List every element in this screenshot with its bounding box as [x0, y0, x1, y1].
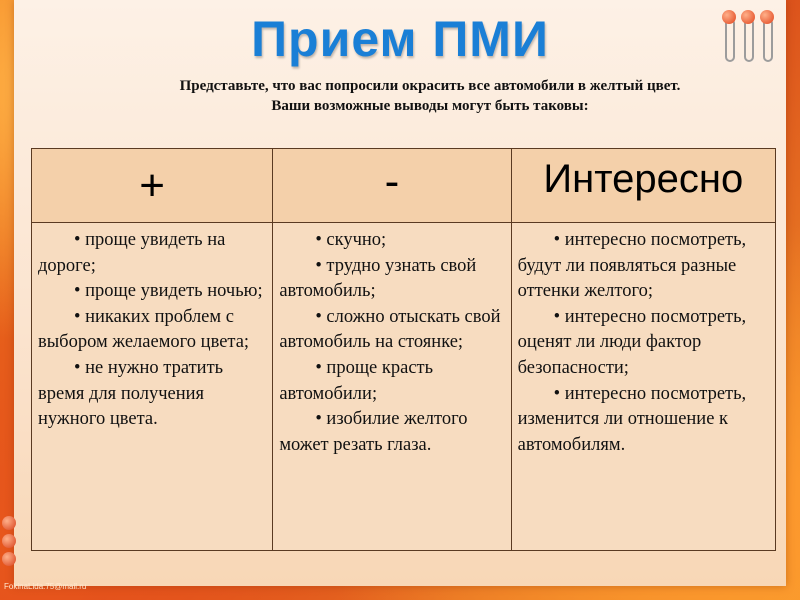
cell-interesting	[511, 223, 775, 551]
pmi-table	[31, 148, 776, 551]
table-header-row	[32, 149, 776, 223]
page-title: Прием ПМИ	[251, 11, 549, 67]
header-minus: -	[273, 149, 511, 223]
list-item: • проще красть автомобили;	[279, 357, 434, 404]
list-item: • интересно посмотреть, оценят ли люди фактор безопасности;	[517, 306, 747, 378]
header-interesting: Интересно	[511, 149, 775, 223]
pin-icon	[2, 516, 16, 530]
side-pins-decoration	[2, 516, 20, 576]
list-item: • не нужно тратить время для получения нужного цвета.	[38, 357, 224, 430]
list-item: • трудно узнать свой автомобиль;	[279, 255, 477, 302]
subtitle-line-2: Ваши возможные выводы могут быть таковы:	[271, 98, 589, 114]
pin-icon	[2, 534, 16, 548]
cell-plus	[32, 223, 273, 551]
cell-minus	[273, 223, 511, 551]
list-item: • интересно посмотреть, будут ли появляться разные оттенки желтого;	[517, 230, 747, 302]
header-plus: +	[32, 149, 273, 223]
table-row	[32, 223, 776, 551]
list-item: • сложно отыскать свой автомобиль на стоянке;	[279, 306, 501, 353]
list-item: • проще увидеть на дороге;	[38, 230, 226, 276]
list-item: • проще увидеть ночью;	[74, 281, 263, 302]
watermark: FokinaLida.75@mail.ru	[4, 582, 87, 591]
list-item: • никаких проблем с выбором желаемого цвета;	[38, 306, 250, 353]
list-item: • изобилие желтого может резать глаза.	[279, 409, 468, 455]
page-subtitle	[120, 76, 740, 116]
pin-icon	[2, 552, 16, 566]
list-item: • скучно;	[315, 230, 387, 250]
subtitle-line-1: Представьте, что вас попросили окрасить все автомобили в желтый цвет.	[179, 78, 681, 94]
list-item: • интересно посмотреть, изменится ли отношение к автомобилям.	[517, 383, 747, 455]
